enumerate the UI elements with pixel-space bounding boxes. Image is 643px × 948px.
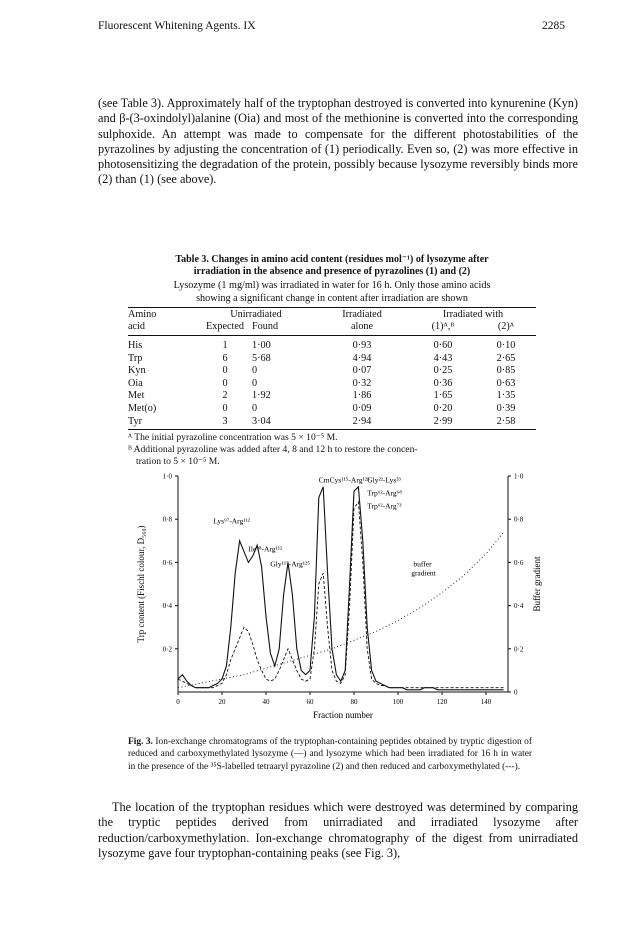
table-subtitle-line-2: showing a significant change in content after irradiation are shown	[196, 292, 468, 304]
peak-label: Trp⁶²-Arg⁶⁸	[367, 488, 402, 498]
x-tick-label: 60	[306, 698, 314, 706]
cell-expected: 0	[222, 365, 228, 377]
head-irradiated-with: Irradiated with	[442, 308, 504, 320]
table-body	[128, 339, 536, 427]
table-row	[128, 415, 536, 428]
y-left-tick-label: 0·2	[162, 645, 172, 654]
table-footnote-b-line-2: tration to 5 × 10⁻⁵ M.	[136, 456, 220, 468]
figure-caption-text: Ion-exchange chromatograms of the tryptophan-containing peptides obtained by tryptic digestion of reduced and carboxymethylated lysozyme (—) and lysozyme which had been irradiated for 16 h in water in the presence of the ³⁵S-labelled tetraaryl pyrazoline (2) and then reduced and carboxymethylated (---).	[128, 737, 532, 772]
chart-axes	[136, 473, 542, 721]
cell-alone: 2·94	[352, 415, 372, 427]
cell-acid: Met(o)	[128, 402, 157, 414]
peak-label: CmCys¹¹⁵-Arg¹²⁵	[318, 475, 370, 485]
chromatogram-chart	[128, 464, 548, 726]
cell-with2: 2·58	[496, 415, 516, 427]
page-number: 2285	[542, 20, 565, 32]
figure-label: Fig. 3.	[128, 737, 153, 747]
y-left-tick-label: 0·8	[162, 515, 172, 524]
y-right-tick-label: 0	[514, 688, 518, 697]
cell-with1: 0·36	[433, 377, 453, 389]
peak-label: Gly²²-Lys³³	[367, 475, 401, 485]
cell-with1: 1·65	[433, 390, 453, 402]
cell-with2: 0·10	[496, 339, 516, 351]
peak-label: buffer	[413, 559, 432, 569]
cell-with2: 0·63	[496, 377, 516, 389]
table-header	[128, 308, 536, 333]
cell-with2: 0·39	[496, 402, 516, 414]
cell-found: 1·00	[252, 339, 271, 351]
table-title-line-1: Table 3. Changes in amino acid content (residues mol⁻¹) of lysozyme after	[175, 254, 489, 265]
y-left-tick-label: 0·6	[162, 558, 172, 567]
cell-acid: Kyn	[128, 365, 146, 377]
body-paragraph-2: The location of the tryptophan residues which were destroyed was determined by comparing the tryptic peptides derived from unirradiated and irradiated lysozyme after reduction/carboxymethylation. Ion-exchange chromatography of the digest from unirradiated lysozyme gave four tryptophan-containing peaks (see Fig. 3),	[98, 800, 578, 860]
y-right-tick-label: 1·0	[514, 472, 524, 481]
figure-caption	[128, 736, 532, 773]
cell-alone: 4·94	[352, 352, 372, 364]
cell-expected: 1	[222, 339, 228, 351]
cell-acid: Tyr	[128, 415, 142, 427]
cell-alone: 0·09	[352, 402, 372, 414]
cell-expected: 6	[222, 352, 228, 364]
head-found: Found	[252, 321, 279, 333]
x-tick-label: 120	[436, 698, 448, 706]
cell-expected: 0	[222, 402, 228, 414]
head-expected: Expected	[206, 321, 244, 333]
y-axis-left-label: Trp content (Fischl colour, D₅₆₀)	[136, 525, 146, 643]
peak-label: Lys⁹⁷-Arg¹¹²	[213, 516, 251, 526]
head-acid: acid	[128, 321, 145, 333]
cell-found: 1·92	[252, 390, 271, 402]
y-left-tick-label: 0·4	[162, 602, 172, 611]
cell-alone: 0·07	[352, 365, 372, 377]
table-row	[128, 377, 536, 390]
cell-with1: 0·60	[433, 339, 453, 351]
table-footnote-b-line-1: ᴮ Additional pyrazoline was added after 4, 8 and 12 h to restore the concen-	[128, 444, 418, 456]
head-with-1: (1)ᴬ,ᴮ	[431, 321, 455, 333]
cell-acid: Met	[128, 390, 145, 402]
table-row	[128, 390, 536, 403]
table-subtitle-line-1: Lysozyme (1 mg/ml) was irradiated in water for 16 h. Only those amino acids	[173, 280, 491, 291]
table-footnote-a: ᴬ The initial pyrazoline concentration was 5 × 10⁻⁵ M.	[128, 432, 338, 444]
y-right-tick-label: 0·8	[514, 515, 524, 524]
body-paragraph-1: (see Table 3). Approximately half of the tryptophan destroyed is converted into kynurenine (Kyn) and β-(3-oxindolyl)alanine (Oia) and most of the methionine is converted into the corresponding sulphoxide. An attempt was made to compensate for the different photostabilities of the pyrazolines by adjusting the concentration of (1) periodically. Even so, (2) was more effective in photosensitizing the degradation of the protein, possibly because lysozyme reversibly binds more (2) than (1) (see above).	[98, 96, 578, 187]
cell-found: 0	[252, 377, 258, 389]
y-left-tick-label: 1·0	[162, 472, 172, 481]
head-unirradiated: Unirradiated	[230, 308, 282, 320]
head-irradiated: Irradiated	[342, 308, 382, 320]
cell-expected: 0	[222, 377, 228, 389]
cell-found: 5·68	[252, 352, 271, 364]
cell-alone: 1·86	[352, 390, 372, 402]
peak-label: Trp⁶²-Arg⁷³	[367, 501, 402, 511]
running-title: Fluorescent Whitening Agents. IX	[98, 20, 256, 32]
x-axis-label: Fraction number	[313, 710, 373, 720]
table-row	[128, 352, 536, 365]
y-right-tick-label: 0·2	[514, 645, 524, 654]
x-tick-label: 100	[392, 698, 404, 706]
cell-with2: 1·35	[496, 390, 516, 402]
table-header-rule	[128, 335, 536, 336]
peak-label: Ile⁹⁸-Arg¹¹²	[248, 544, 283, 554]
table-row	[128, 402, 536, 415]
cell-with2: 2·65	[496, 352, 516, 364]
cell-acid: His	[128, 339, 143, 351]
cell-found: 0	[252, 365, 258, 377]
peak-label: Gly¹¹⁷-Arg¹²⁵	[270, 559, 310, 569]
cell-acid: Oia	[128, 377, 143, 389]
y-right-tick-label: 0·4	[514, 602, 524, 611]
cell-alone: 0·32	[352, 377, 372, 389]
table-row	[128, 339, 536, 352]
cell-with2: 0·85	[496, 365, 516, 377]
peak-label: gradient	[411, 568, 436, 578]
table-3	[128, 254, 536, 468]
cell-with1: 2·99	[433, 415, 453, 427]
cell-with1: 0·25	[433, 365, 453, 377]
x-tick-label: 40	[262, 698, 270, 706]
head-with-2: (2)ᴬ	[497, 321, 515, 333]
x-tick-label: 0	[176, 698, 180, 706]
cell-alone: 0·93	[352, 339, 372, 351]
cell-with1: 4·43	[433, 352, 453, 364]
x-tick-label: 140	[480, 698, 492, 706]
cell-found: 0	[252, 402, 258, 414]
y-axis-right-label: Buffer gradient	[532, 556, 542, 612]
cell-expected: 2	[222, 390, 228, 402]
cell-expected: 3	[222, 415, 228, 427]
cell-with1: 0·20	[433, 402, 453, 414]
table-row	[128, 364, 536, 377]
table-title-line-2: irradiation in the absence and presence of pyrazolines (1) and (2)	[193, 266, 471, 277]
cell-found: 3·04	[252, 415, 271, 427]
y-right-tick-label: 0·6	[514, 558, 524, 567]
head-alone: alone	[350, 321, 374, 333]
table-bottom-rule	[128, 429, 536, 430]
x-tick-label: 80	[350, 698, 358, 706]
x-tick-label: 20	[218, 698, 226, 706]
cell-acid: Trp	[128, 352, 143, 364]
head-amino: Amino	[128, 308, 157, 320]
